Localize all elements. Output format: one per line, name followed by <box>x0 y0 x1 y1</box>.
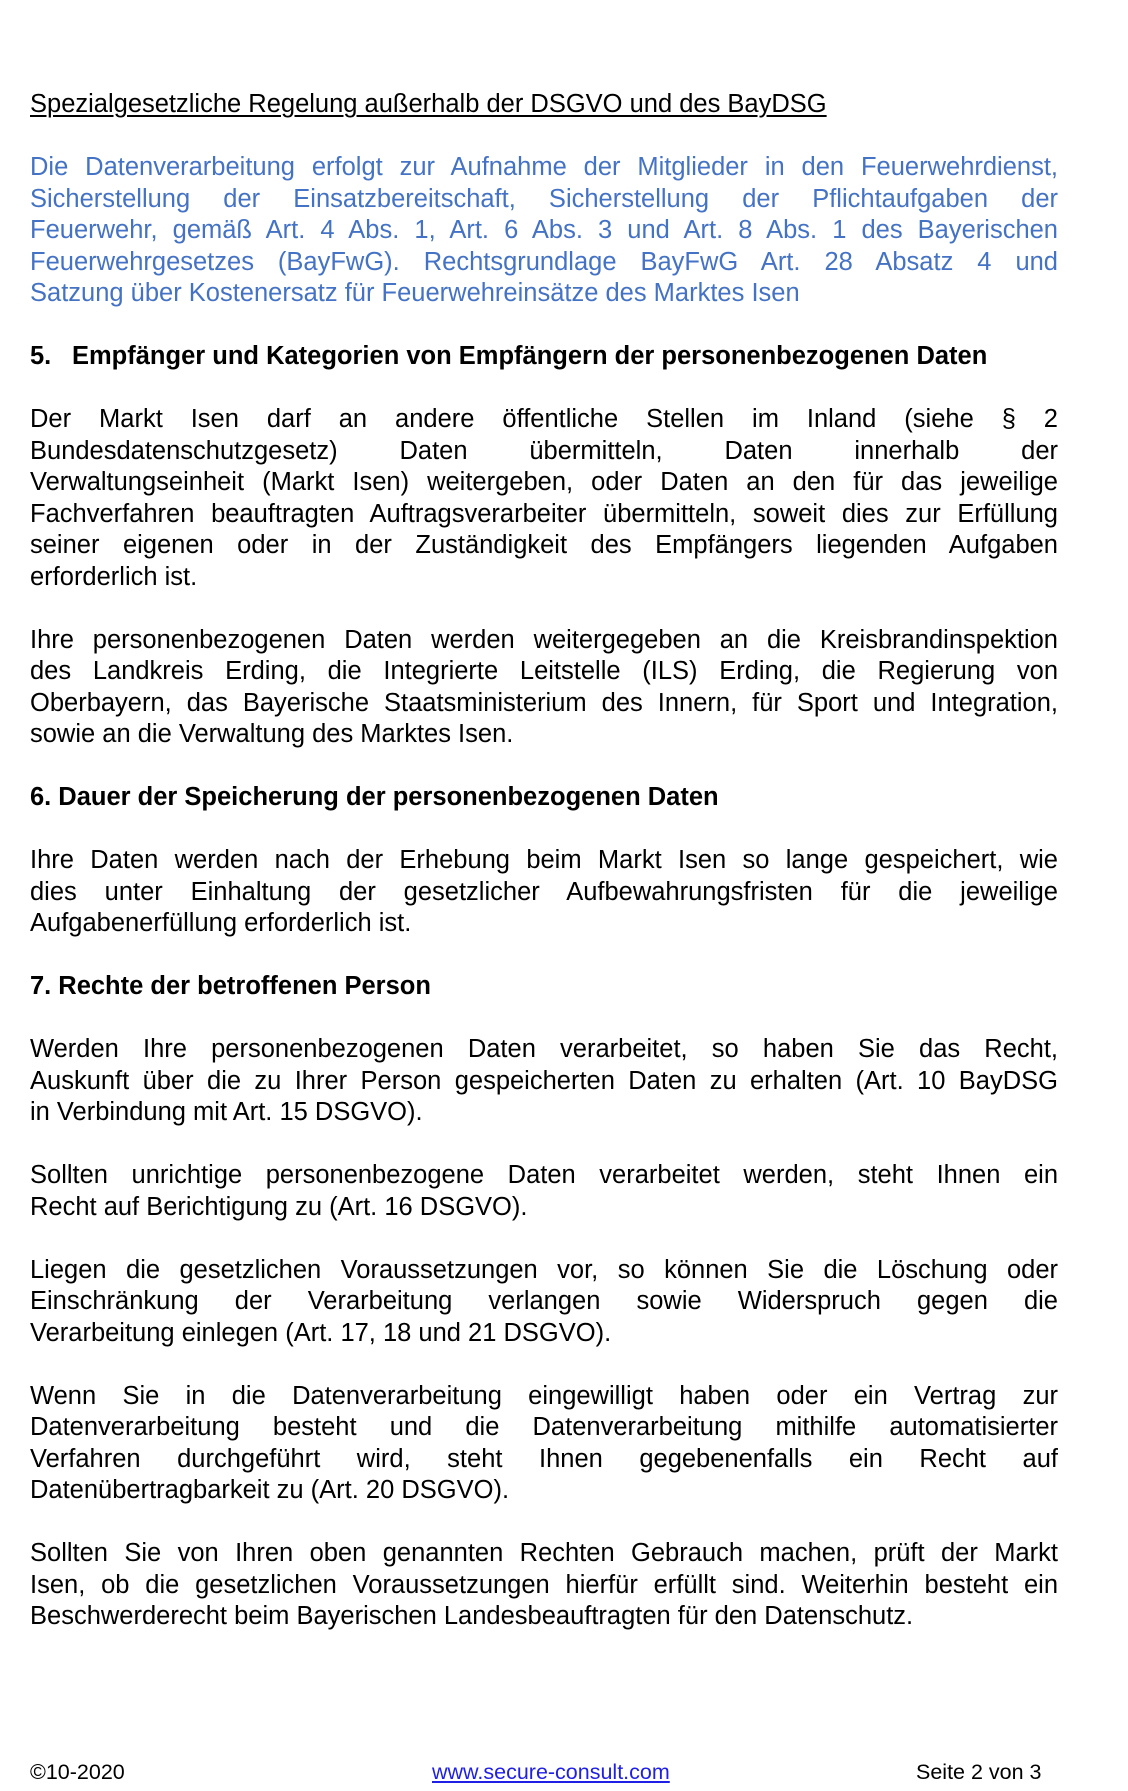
paragraph <box>30 845 1058 940</box>
paragraph-line: Feuerwehrgesetzes (BayFwG). Rechtsgrundlage BayFwG Art. 28 Absatz 4 und <box>30 247 1058 276</box>
paragraph-line: dies unter Einhaltung der gesetzlicher Aufbewahrungsfristen für die jeweilige <box>30 877 1058 906</box>
paragraph-line: Verarbeitung einlegen (Art. 17, 18 und 21 DSGVO). <box>30 1318 612 1347</box>
paragraph <box>30 404 1058 593</box>
paragraph-line: Verwaltungseinheit (Markt Isen) weitergeben, oder Daten an den für das jeweilige <box>30 468 1058 496</box>
paragraph-line: Feuerwehr, gemäß Art. 4 Abs. 1, Art. 6 Abs. 3 und Art. 8 Abs. 1 des Bayerischen <box>30 216 1058 244</box>
paragraph <box>30 1255 1058 1350</box>
paragraph-line: Bundesdatenschutzgesetz) Daten übermitteln, Daten innerhalb der <box>30 436 1058 465</box>
paragraph-line: Sollten Sie von Ihren oben genannten Rechten Gebrauch machen, prüft der Markt <box>30 1539 1058 1567</box>
paragraph-line: des Landkreis Erding, die Integrierte Leitstelle (ILS) Erding, die Regierung von <box>30 657 1058 685</box>
paragraph-line: Werden Ihre personenbezogenen Daten verarbeitet, so haben Sie das Recht, <box>30 1035 1058 1063</box>
paragraph-line: Ihre personenbezogenen Daten werden weitergegeben an die Kreisbrandinspektion <box>30 625 1058 654</box>
paragraph-line: seiner eigenen oder in der Zuständigkeit des Empfängers liegenden Aufgaben <box>30 531 1058 559</box>
paragraph <box>30 1034 1058 1129</box>
copyright-text: ©10-2020 <box>30 1760 125 1784</box>
section-title: Empfänger und Kategorien von Empfängern der personenbezogenen Daten <box>72 342 988 370</box>
paragraph <box>30 625 1058 751</box>
paragraph-line: Datenverarbeitung besteht und die Datenverarbeitung mithilfe automatisierter <box>30 1413 1058 1441</box>
paragraph-line: Sicherstellung der Einsatzbereitschaft, Sicherstellung der Pflichtaufgaben der <box>30 184 1058 213</box>
paragraph-line: erforderlich ist. <box>30 562 198 591</box>
section-number: 6. <box>30 783 52 811</box>
paragraph-line: Isen, ob die gesetzlichen Voraussetzungen hierfür erfüllt sind. Weiterhin besteht ein <box>30 1570 1058 1599</box>
page-number: Seite 2 von 3 <box>916 1760 1042 1784</box>
paragraph-line: Der Markt Isen darf an andere öffentliche Stellen im Inland (siehe § 2 <box>30 405 1058 433</box>
subheading: Spezialgesetzliche Regelung außerhalb der DSGVO und des BayDSG <box>30 90 827 118</box>
paragraph-line: Datenübertragbarkeit zu (Art. 20 DSGVO). <box>30 1476 510 1504</box>
section-number: 5. <box>30 342 52 370</box>
paragraph-line: Liegen die gesetzlichen Voraussetzungen vor, so können Sie die Löschung oder <box>30 1255 1058 1284</box>
paragraph-line: Einschränkung der Verarbeitung verlangen sowie Widerspruch gegen die <box>30 1287 1058 1315</box>
paragraph-line: Die Datenverarbeitung erfolgt zur Aufnahme der Mitglieder in den Feuerwehrdienst, <box>30 153 1058 181</box>
paragraph-line: Beschwerderecht beim Bayerischen Landesbeauftragten für den Datenschutz. <box>30 1602 914 1630</box>
paragraph <box>30 1381 1058 1507</box>
paragraph-line: Sollten unrichtige personenbezogene Daten verarbeitet werden, steht Ihnen ein <box>30 1161 1058 1189</box>
document-body <box>30 89 1058 1664</box>
section-title: Dauer der Speicherung der personenbezogenen Daten <box>58 783 719 811</box>
paragraph <box>30 1160 1058 1223</box>
paragraph-line: Verfahren durchgeführt wird, steht Ihnen gegebenenfalls ein Recht auf <box>30 1444 1058 1473</box>
paragraph-line: Auskunft über die zu Ihrer Person gespeicherten Daten zu erhalten (Art. 10 BayDSG <box>30 1066 1058 1095</box>
paragraph-line: sowie an die Verwaltung des Marktes Isen. <box>30 720 514 748</box>
page-footer <box>0 1757 1128 1787</box>
paragraph-line: Fachverfahren beauftragten Auftragsverarbeiter übermitteln, soweit dies zur Erfüllung <box>30 499 1058 528</box>
paragraph-line: Recht auf Berichtigung zu (Art. 16 DSGVO). <box>30 1192 528 1221</box>
blue-paragraph <box>30 152 1058 310</box>
paragraph-line: Oberbayern, das Bayerische Staatsministerium des Innern, für Sport und Integration, <box>30 688 1058 717</box>
section-7-heading <box>30 971 1058 1003</box>
paragraph-line: Aufgabenerfüllung erforderlich ist. <box>30 909 412 937</box>
section-5-heading <box>30 341 1058 373</box>
paragraph-line: Wenn Sie in die Datenverarbeitung eingewilligt haben oder ein Vertrag zur <box>30 1381 1058 1410</box>
paragraph-line: Satzung über Kostenersatz für Feuerwehreinsätze des Marktes Isen <box>30 279 800 307</box>
section-6-heading <box>30 782 1058 814</box>
section-number: 7. <box>30 972 52 1000</box>
paragraph <box>30 1538 1058 1633</box>
section-title: Rechte der betroffenen Person <box>58 972 431 1000</box>
paragraph-line: Ihre Daten werden nach der Erhebung beim Markt Isen so lange gespeichert, wie <box>30 846 1058 874</box>
spacer <box>30 121 1058 153</box>
paragraph-line: in Verbindung mit Art. 15 DSGVO). <box>30 1098 423 1126</box>
website-link[interactable]: www.secure-consult.com <box>432 1760 670 1784</box>
